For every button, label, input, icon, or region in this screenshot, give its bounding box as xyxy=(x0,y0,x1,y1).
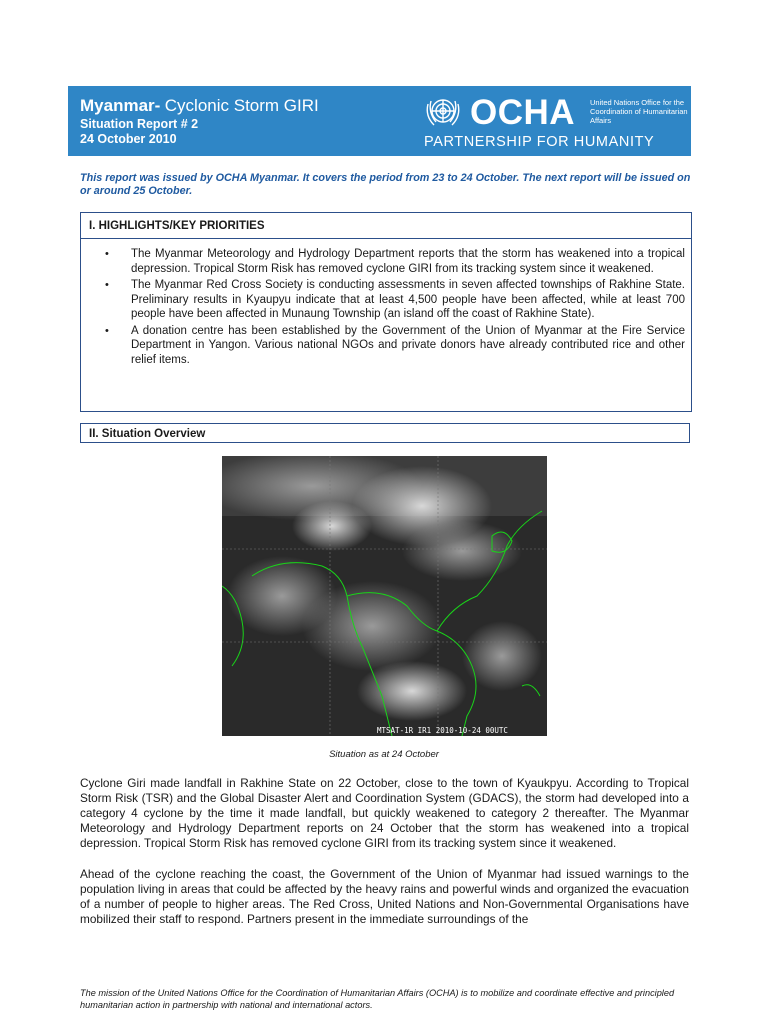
highlight-item xyxy=(101,247,685,276)
highlights-list xyxy=(101,247,685,369)
title-separator: - xyxy=(154,96,161,115)
satellite-image xyxy=(222,456,547,736)
ocha-logo xyxy=(422,92,687,152)
un-office-text: United Nations Office for the Coordination of Humanitarian Affairs xyxy=(590,98,688,125)
overview-paragraph-2: Ahead of the cyclone reaching the coast, the Government of the Union of Myanmar had issued warnings to the population living in areas that could be affected by the heavy rains and powerful winds and organized the evacuation of a number of people to higher areas. The Red Cross, United Nations and Non-Governmental Organisations have mobilized their staff to respond. Partners present in the immediate surroundings of the xyxy=(80,867,689,926)
highlight-item xyxy=(101,278,685,322)
report-title: Cyclonic Storm GIRI xyxy=(164,96,319,115)
bullet-icon: • xyxy=(105,324,109,337)
satellite-label: MTSAT-1R IR1 2010-10-24 00UTC xyxy=(377,726,508,735)
un-emblem-icon xyxy=(422,92,464,134)
report-banner xyxy=(68,86,691,156)
bullet-icon: • xyxy=(105,248,109,260)
highlight-text: The Myanmar Red Cross Society is conducting assessments in seven affected townships of Rakhine State. Preliminary results in Kyaupyu indicate that at least 4,500 people have been affected, while at least 700 people have been affected in Munaung Township (an island off the coast of Rakhine State). xyxy=(131,279,685,320)
mission-footer: The mission of the United Nations Office for the Coordination of Humanitarian Affairs (OCHA) is to mobilize and coordinate effective and principled humanitarian action in partnership with national and international actors. xyxy=(80,988,675,1010)
image-caption: Situation as at 24 October xyxy=(329,749,439,760)
highlights-heading: I. HIGHLIGHTS/KEY PRIORITIES xyxy=(81,213,691,239)
banner-title-block xyxy=(80,96,319,146)
overview-heading: II. Situation Overview xyxy=(80,423,690,443)
highlight-text: The Myanmar Meteorology and Hydrology Department reports that the storm has weakened into a tropical depression. Tropical Storm Risk has removed cyclone GIRI from its tracking system since it weakened. xyxy=(131,248,685,275)
bullet-icon: • xyxy=(105,279,109,291)
highlight-text: A donation centre has been established by the Government of the Union of Myanmar at the Fire Service Department in Yangon. Various national NGOs and private donors have already contributed rice and other relief items. xyxy=(131,324,685,366)
intro-note: This report was issued by OCHA Myanmar. It covers the period from 23 to 24 October. The next report will be issued on or around 25 October. xyxy=(80,172,691,197)
partnership-tagline: PARTNERSHIP FOR HUMANITY xyxy=(424,134,655,150)
report-number: Situation Report # 2 xyxy=(80,117,199,131)
highlights-box xyxy=(80,212,692,412)
ocha-wordmark: OCHA xyxy=(470,93,576,132)
report-date: 24 October 2010 xyxy=(80,132,177,146)
overview-paragraph-1: Cyclone Giri made landfall in Rakhine State on 22 October, close to the town of Kyaukpyu. According to Tropical Storm Risk (TSR) and the Global Disaster Alert and Coordination System (GDACS), the storm had developed into a category 4 cyclone by the time it made landfall, but quickly weakened to category 2 thereafter. The Myanmar Meteorology and Hydrology Department reports on 24 October that the storm has weakened into a tropical depression. Tropical Storm Risk has removed cyclone GIRI from its tracking system since it weakened. xyxy=(80,776,689,850)
satellite-picture xyxy=(222,456,547,736)
country-name: Myanmar xyxy=(80,96,155,115)
highlight-item xyxy=(101,324,685,368)
